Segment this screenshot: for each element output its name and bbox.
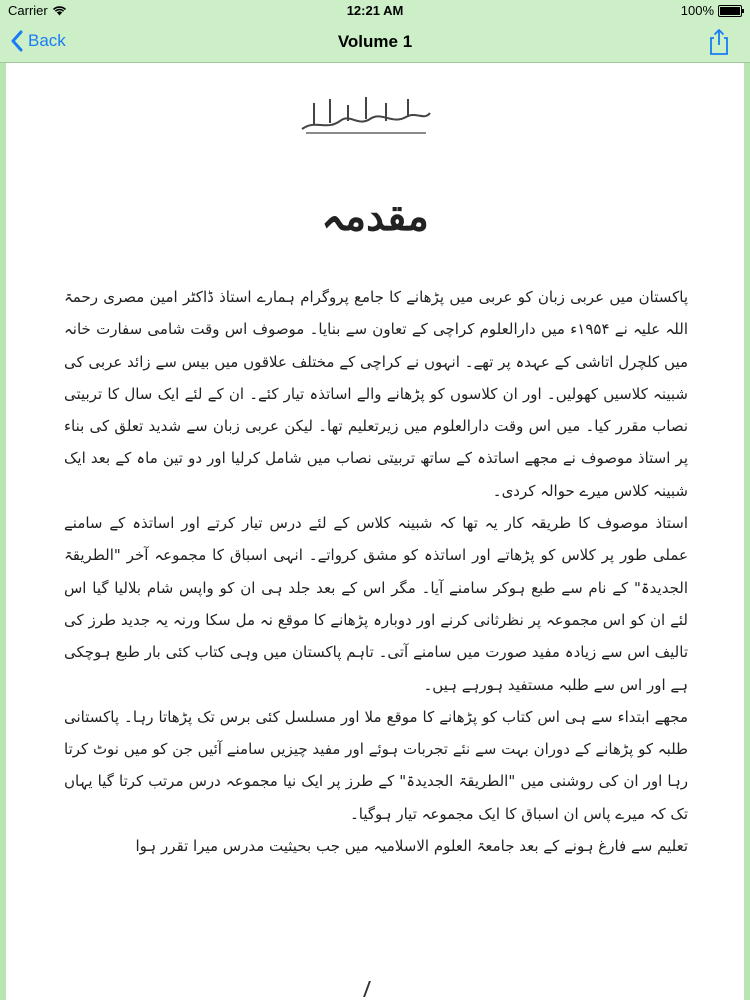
paragraph: پاکستان میں عربی زبان کو عربی میں پڑھانے کا جامع پروگرام ہمارے استاذ ڈاکٹر امین مصری رحمۃ اللہ علیہ نے ۱۹۵۴ء میں دارالعلوم کراچی کے تعاون سے بنایا۔ موصوف اس وقت شامی سفارت خانہ میں کلچرل اتاشی کے عہدہ پر تھے۔ انہوں نے کراچی کے مختلف علاقوں میں بیس سے زائد عربی کی شبینہ کلاسیں کھولیں۔ اور ان کلاسوں کو پڑھانے والے اساتذہ تیار کئے۔ ان کے لئے ایک سال کا تربیتی نصاب مقرر کیا۔ میں اس وقت دارالعلوم میں زیرتعلیم تھا۔ لیکن عربی زبان سے شدید تعلق کی بناء پر استاذ موصوف نے مجھے اساتذہ کے ساتھ تربیتی نصاب میں شامل کرلیا اور دو تین ماہ کے بعد ایک شبینہ کلاس میرے حوالہ کردی۔ <box>64 288 689 500</box>
status-bar <box>0 0 750 22</box>
page-content <box>6 63 744 1000</box>
battery-icon <box>718 5 742 17</box>
battery-group <box>681 3 742 18</box>
back-label: Back <box>28 31 66 50</box>
carrier-label: Carrier <box>8 3 48 18</box>
nav-title: Volume 1 <box>337 32 413 51</box>
battery-percent: 100% <box>680 3 714 18</box>
document-page[interactable] <box>6 63 744 1000</box>
status-time: 12:21 AM <box>346 3 404 18</box>
page-heading: مقدمہ <box>321 193 429 240</box>
paragraph: تعلیم سے فارغ ہونے کے بعد جامعۃ العلوم الاسلامیہ میں جب بحیثیت مدرس میرا تقرر ہوا <box>135 837 688 856</box>
page-number-mark <box>363 981 381 997</box>
paragraph: مجھے ابتداء سے ہی اس کتاب کو پڑھانے کا موقع ملا اور مسلسل کئی برس تک پڑھاتا رہا۔ پاکستانی طلبہ کو پڑھانے کے دوران بہت سے نئے تجربات ہوئے اور مفید چیزیں سامنے آئیں جن کو میں نوٹ کرتا رہا اور ان کی روشنی میں "الطریقۃ الجدیدۃ" کے طرز پر ایک نیا مجموعہ درس مرتب کرتا گیا یہاں تک کہ میرے پاس ان اسباق کا ایک مجموعہ تیار ہوگیا۔ <box>64 707 688 823</box>
nav-bar <box>0 22 750 63</box>
share-icon <box>706 28 732 56</box>
basmala-calligraphy <box>296 91 436 139</box>
paragraph: استاذ موصوف کا طریقہ کار یہ تھا کہ شبینہ کلاس کے لئے درس تیار کرتے اور اساتذہ کے سامنے عملی طور پر کلاس کو پڑھاتے اور اساتذہ کو مشق کرواتے۔ انہی اسباق کا مجموعہ آخر "الطریقۃ الجدیدۃ" کے نام سے طبع ہوکر سامنے آیا۔ مگر اس کے بعد جلد ہی ان کو واپس شام بلالیا گیا اس لئے ان کو اس مجموعہ پر نظرثانی کرنے اور دوبارہ پڑھانے کا موقع نہ مل سکا ورنہ یہ جدید طرز کی تالیف اس سے زیادہ مفید صورت میں سامنے آتی۔ تاہم پاکستان میں وہی کتاب کئی بار طبع ہوچکی ہے اور اس سے طلبہ مستفید ہورہے ہیں۔ <box>64 514 688 694</box>
share-button[interactable] <box>706 28 732 56</box>
body-text <box>64 281 688 862</box>
